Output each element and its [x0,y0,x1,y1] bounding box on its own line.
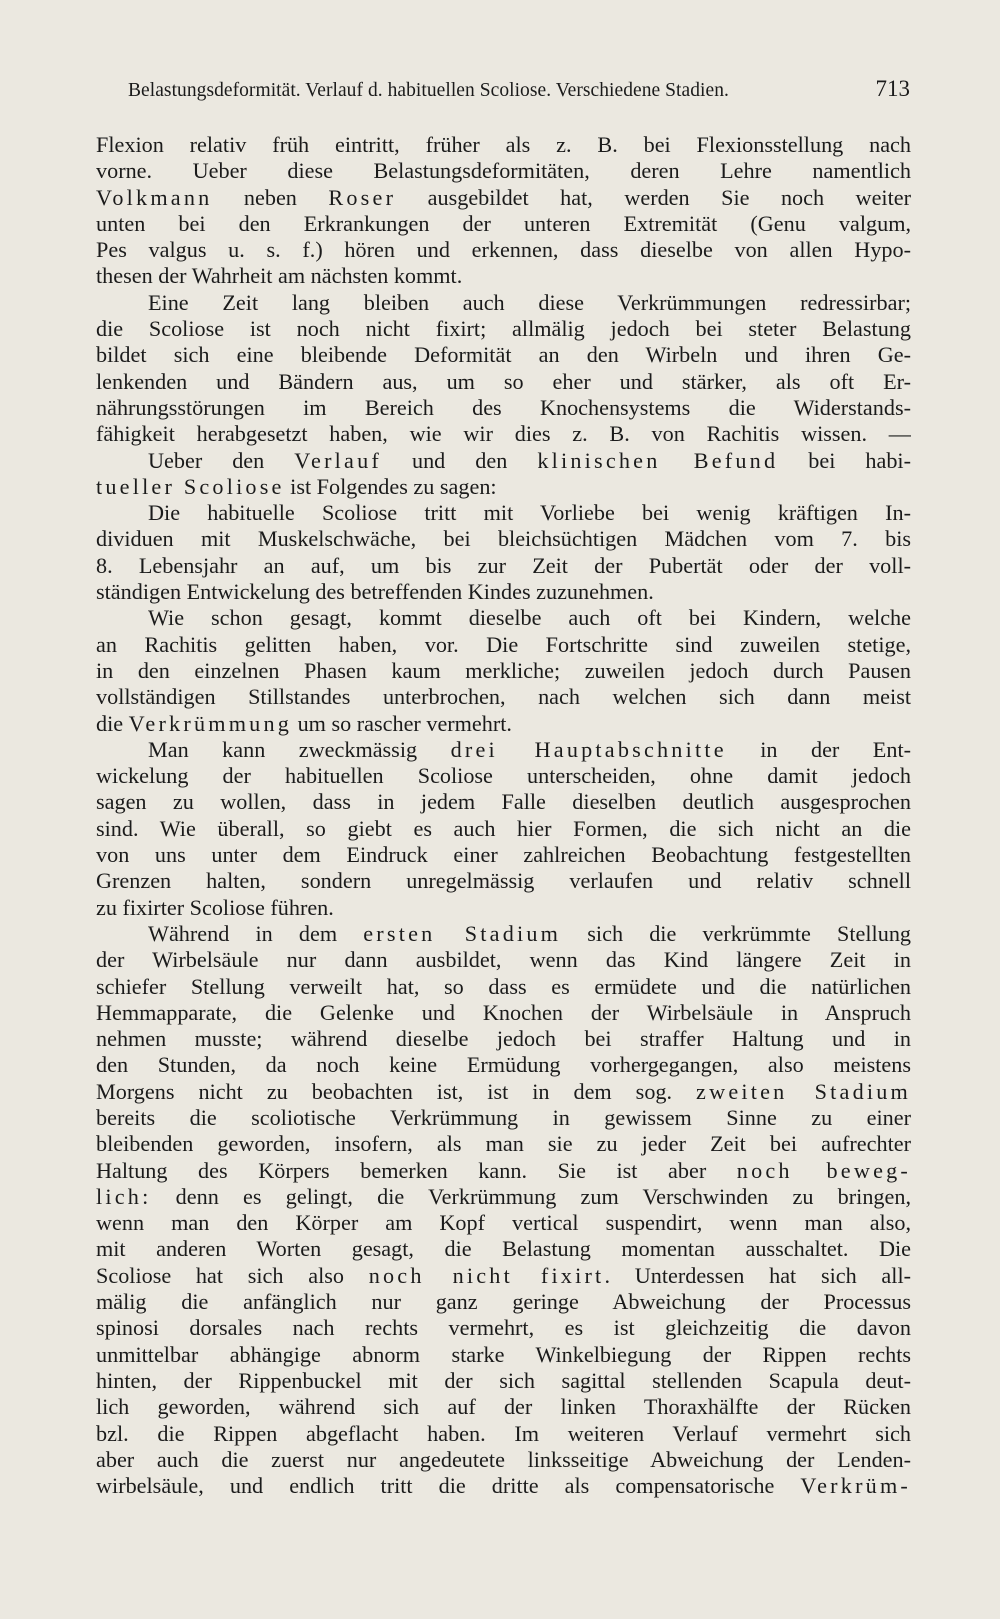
text-run: an Rachitis gelitten haben, vor. Die Fortschritte sind zuweilen stetige, [96,631,911,657]
text-line [96,711,911,737]
text-run: wenn man den Körper am Kopf vertical suspendirt, wenn man also, [96,1210,911,1236]
text-line [96,316,911,342]
spaced-emphasis: noch beweg- [736,1157,911,1183]
text-run: Wie schon gesagt, kommt dieselbe auch oft bei Kindern, welche [148,605,911,631]
text-line [96,1421,911,1447]
text-run: die [96,710,129,736]
text-line [96,395,911,421]
text-run: Morgens nicht zu beobachten ist, ist in dem sog. [96,1078,697,1104]
text-line [96,789,911,815]
text-line [96,737,911,763]
text-run: nehmen musste; während dieselbe jedoch bei straffer Haltung und in [96,1026,911,1052]
text-line [96,921,911,947]
text-run: Scoliose hat sich also [96,1262,369,1288]
text-run: Ueber den [148,447,295,473]
text-run: bleibenden geworden, insofern, als man sie zu jeder Zeit bei aufrechter [96,1131,911,1157]
text-run: spinosi dorsales nach rechts vermehrt, es ist gleichzeitig die davon [96,1315,911,1341]
text-line [96,474,911,500]
text-line [96,1184,911,1210]
text-run: vorne. Ueber diese Belastungsdeformitäten, deren Lehre namentlich [96,158,911,184]
text-run: unten bei den Erkrankungen der unteren Extremität (Genu valgum, [96,210,911,236]
text-line [96,553,911,579]
text-line [96,842,911,868]
text-run: Pes valgus u. s. f.) hören und erkennen, dass dieselbe von allen Hypo- [96,237,911,263]
text-line [96,763,911,789]
text-line [96,816,911,842]
spaced-emphasis: ersten Stadium [363,920,562,946]
text-line [96,237,911,263]
text-run: lenkenden und Bändern aus, um so eher und stärker, als oft Er- [96,368,911,394]
text-line [96,1210,911,1236]
text-run: lich geworden, während sich auf der linken Thoraxhälfte der Rücken [96,1394,911,1420]
text-line [96,1158,911,1184]
text-run: Grenzen halten, sondern unregelmässig verlaufen und relativ schnell [96,868,911,894]
spaced-emphasis: zweiten Stadium [696,1078,911,1104]
spaced-emphasis: tueller Scoliose [96,473,285,499]
text-run: wickelung der habituellen Scoliose unterscheiden, ohne damit jedoch [96,763,911,789]
text-run: neben [212,184,329,210]
spaced-emphasis: Roser [328,184,397,210]
text-run: ständigen Entwickelung des betreffenden Kindes zuzunehmen. [96,579,654,605]
text-run: Während in dem [148,920,364,946]
text-run: bzl. die Rippen abgeflacht haben. Im weiteren Verlauf vermehrt sich [96,1420,911,1446]
text-run: zu fixirter Scoliose führen. [96,894,334,920]
text-line [96,526,911,552]
spaced-emphasis: drei Hauptabschnitte [450,736,727,762]
spaced-emphasis: Volkmann [96,184,213,210]
spaced-emphasis: noch nicht fixirt [368,1262,605,1288]
text-run: denn es gelingt, die Verkrümmung zum Verschwinden zu bringen, [151,1183,911,1209]
body-text [96,132,911,1499]
running-header [128,74,910,108]
text-run: thesen der Wahrheit am nächsten kommt. [96,263,463,289]
text-run: Flexion relativ früh eintritt, früher als z. B. bei Flexionsstellung nach [96,132,911,157]
text-run: Haltung des Körpers bemerken kann. Sie ist aber [96,1157,737,1183]
text-run: wirbelsäule, und endlich tritt die dritte als compensatorische [96,1473,801,1499]
text-line [96,342,911,368]
text-line [96,1052,911,1078]
text-run: Hemmapparate, die Gelenke und Knochen der Wirbelsäule in Anspruch [96,999,911,1025]
text-run: sich die verkrümmte Stellung [561,920,911,946]
text-run: der Wirbelsäule nur dann ausbildet, wenn das Kind längere Zeit in [96,947,911,973]
text-line [96,1105,911,1131]
text-line [96,1394,911,1420]
text-run: um so rascher vermehrt. [292,710,512,736]
spaced-emphasis: Verkrümmung [128,710,293,736]
text-run: mit anderen Worten gesagt, die Belastung momentan ausschaltet. Die [96,1236,911,1262]
text-run: Die habituelle Scoliose tritt mit Vorliebe bei wenig kräftigen In- [148,500,911,526]
text-line [96,369,911,395]
text-run: den Stunden, da noch keine Ermüdung vorhergegangen, also meistens [96,1052,911,1078]
text-run: in der Ent- [726,736,911,762]
text-run: schiefer Stellung verweilt hat, so dass es ermüdete und die natürlichen [96,973,911,999]
text-line [96,579,911,605]
text-run: vollständigen Stillstandes unterbrochen, nach welchen sich dann meist [96,684,911,710]
text-line [96,500,911,526]
text-line [96,290,911,316]
text-line [96,1447,911,1473]
text-line [96,1289,911,1315]
text-run: . Unterdessen hat sich all- [604,1262,911,1288]
text-run: hinten, der Rippenbuckel mit der sich sagittal stellenden Scapula deut- [96,1367,911,1393]
text-run: bei habi- [778,447,911,473]
text-line [96,684,911,710]
text-line [96,895,911,921]
text-run: die Scoliose ist noch nicht fixirt; allmälig jedoch bei steter Belastung [96,316,911,342]
text-line [96,158,911,184]
text-line [96,868,911,894]
text-line [96,974,911,1000]
text-line [96,605,911,631]
text-line [96,1473,911,1499]
text-run: bereits die scoliotische Verkrümmung in gewissem Sinne zu einer [96,1104,911,1130]
text-run: ausgebildet hat, werden Sie noch weiter [396,184,911,210]
running-title: Belastungsdeformität. Verlauf d. habituellen Scoliose. Verschiedene Stadien. [128,80,729,101]
text-run: fähigkeit herabgesetzt haben, wie wir dies z. B. von Rachitis wissen. — [96,421,911,447]
spaced-emphasis: klinischen Befund [537,447,779,473]
text-run: sind. Wie überall, so giebt es auch hier Formen, die sich nicht an die [96,815,911,841]
spaced-emphasis: lich: [96,1183,152,1209]
text-line [96,1315,911,1341]
text-line [96,211,911,237]
text-run: und den [381,447,538,473]
text-run: unmittelbar abhängige abnorm starke Winkelbiegung der Rippen rechts [96,1341,911,1367]
text-run: von uns unter dem Eindruck einer zahlreichen Beobachtung festgestellten [96,842,911,868]
text-run: mälig die anfänglich nur ganz geringe Abweichung der Processus [96,1289,911,1315]
text-run: 8. Lebensjahr an auf, um bis zur Zeit der Pubertät oder der voll- [96,552,911,578]
text-line [96,1263,911,1289]
text-line [96,1368,911,1394]
text-line [96,1000,911,1026]
text-line [96,632,911,658]
text-run: ist Folgendes zu sagen: [284,473,497,499]
text-line [96,1236,911,1262]
text-line [96,185,911,211]
text-line [96,1342,911,1368]
text-run: aber auch die zuerst nur angedeutete linksseitige Abweichung der Lenden- [96,1446,911,1472]
text-run: in den einzelnen Phasen kaum merkliche; zuweilen jedoch durch Pausen [96,657,911,683]
text-run: Man kann zweckmässig [148,736,451,762]
text-line [96,263,911,289]
text-run: dividuen mit Muskelschwäche, bei bleichsüchtigen Mädchen vom 7. bis [96,526,911,552]
text-run: sagen zu wollen, dass in jedem Falle dieselben deutlich ausgesprochen [96,789,911,815]
text-run: bildet sich eine bleibende Deformität an den Wirbeln und ihren Ge- [96,342,911,368]
spaced-emphasis: Verlauf [294,447,382,473]
text-line [96,1131,911,1157]
page-number: 713 [875,76,910,101]
text-run: nährungsstörungen im Bereich des Knochensystems die Widerstands- [96,394,911,420]
text-line [96,1079,911,1105]
text-run: Eine Zeit lang bleiben auch diese Verkrümmungen redressirbar; [148,289,911,315]
text-line [96,448,911,474]
text-line [96,1026,911,1052]
spaced-emphasis: Verkrüm- [800,1473,911,1499]
text-line [96,421,911,447]
text-line [96,658,911,684]
text-line [96,947,911,973]
text-line [96,132,911,158]
